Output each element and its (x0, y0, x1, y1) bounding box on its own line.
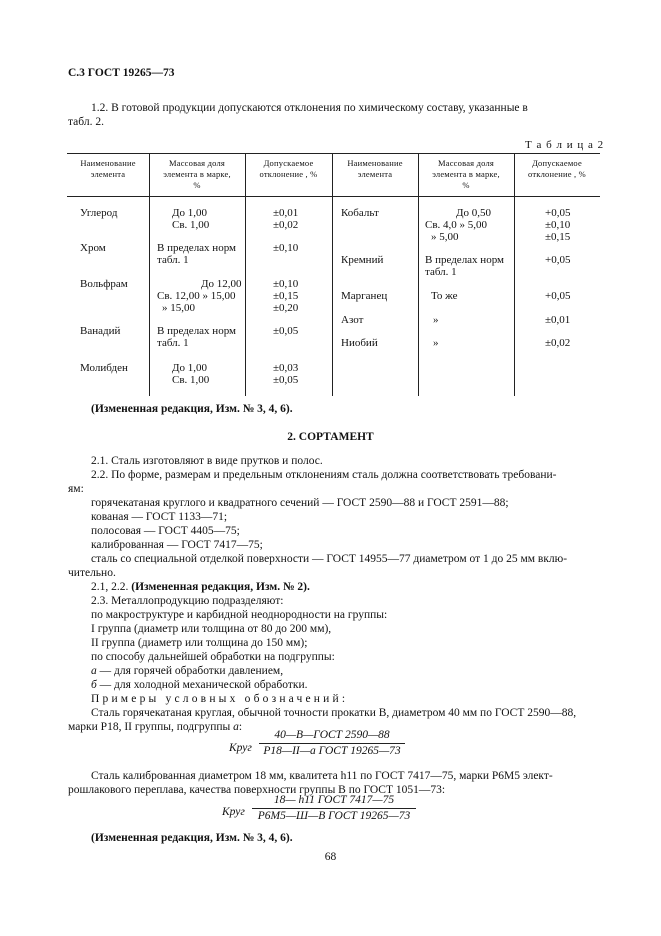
table-cell-mass: В пределах норм (157, 242, 236, 254)
table-header-deviation: Допускаемое отклонение , % (528, 158, 586, 179)
table-cell-mass: » 5,00 (431, 231, 459, 243)
formula-denominator: Р18—II—а ГОСТ 19265—73 (263, 745, 401, 757)
body-line: по способу дальнейшей обработки на подгруппы: (91, 651, 335, 663)
revision-note: (Измененная редакция, Изм. № 3, 4, 6). (91, 832, 293, 844)
body-line: II группа (диаметр или толщина до 150 мм); (91, 637, 308, 649)
table-col-divider (245, 153, 246, 396)
table-cell-mass: » (433, 337, 439, 349)
formula-label: Круг (222, 806, 245, 818)
table-header-deviation: Допускаемое отклонение , % (259, 158, 318, 179)
body-line: рошлакового переплава, качества поверхности группы В по ГОСТ 1051—73: (68, 784, 446, 796)
table-cell-mass: До 0,50 (456, 207, 492, 219)
table-cell-name: Углерод (80, 207, 118, 219)
formula-denominator: Р6М5—Ш—В ГОСТ 19265—73 (257, 810, 411, 822)
table-cell-deviation: ±0,02 (545, 337, 571, 349)
body-line: Сталь горячекатаная круглая, обычной точности прокатки В, диаметром 40 мм по ГОСТ 2590—88, (91, 707, 577, 719)
table-cell-deviation: ±0,05 (273, 374, 299, 386)
formula-numerator: 18— h11 ГОСТ 7417—75 (273, 794, 395, 806)
table-cell-deviation: ±0,01 (273, 207, 299, 219)
body-line: ям: (68, 483, 84, 495)
intro-line-2: табл. 2. (68, 116, 104, 128)
body-line: I группа (диаметр или толщина от 80 до 200 мм), (91, 623, 332, 635)
body-line: горячекатаная круглого и квадратного сечений — ГОСТ 2590—88 и ГОСТ 2591—88; (91, 497, 509, 509)
body-line: кованая — ГОСТ 1133—71; (91, 511, 228, 523)
table-cell-mass: табл. 1 (425, 266, 457, 278)
formula-label: Круг (229, 742, 252, 754)
table-cell-mass: До 1,00 (172, 362, 208, 374)
table-cell-name: Кобальт (341, 207, 379, 219)
revision-note: (Измененная редакция, Изм. № 3, 4, 6). (91, 403, 293, 415)
table-header-border (67, 196, 600, 197)
body-line: 2.1, 2.2. (Измененная редакция, Изм. № 2). (91, 581, 310, 593)
table-cell-name: Кремний (341, 254, 384, 266)
body-line: чительно. (68, 567, 116, 579)
formula-fraction-bar (259, 743, 405, 744)
body-line: б — для холодной механической обработки. (91, 679, 308, 691)
table-cell-mass: табл. 1 (157, 337, 189, 349)
table-cell-mass: табл. 1 (157, 254, 189, 266)
body-line: калиброванная — ГОСТ 7417—75; (91, 539, 263, 551)
table-cell-deviation: ±0,05 (273, 325, 299, 337)
table-cell-deviation: +0,05 (545, 290, 571, 302)
table-cell-mass: До 1,00 (172, 207, 208, 219)
table-cell-mass: До 12,00 (201, 278, 242, 290)
table-cell-mass: В пределах норм (425, 254, 504, 266)
intro-line-1: 1.2. В готовой продукции допускаются отклонения по химическому составу, указанные в (91, 102, 528, 114)
table-cell-mass: Св. 1,00 (172, 374, 210, 386)
body-line: по макроструктуре и карбидной неоднородности на группы: (91, 609, 388, 621)
table-cell-deviation: ±0,02 (273, 219, 299, 231)
table-cell-deviation: ±0,10 (273, 242, 299, 254)
table-cell-name: Вольфрам (80, 278, 128, 290)
table-cell-mass: Св. 4,0 » 5,00 (425, 219, 488, 231)
table-cell-deviation: ±0,10 (273, 278, 299, 290)
table-cell-name: Ванадий (80, 325, 121, 337)
table-header-mass: Массовая доля элемента в марке, % (163, 158, 231, 190)
formula-fraction-bar (252, 808, 416, 809)
body-line: сталь со специальной отделкой поверхности — ГОСТ 14955—77 диаметром от 1 до 25 мм вклю- (91, 553, 568, 565)
table-cell-name: Хром (80, 242, 106, 254)
table-cell-name: Марганец (341, 290, 388, 302)
page-number: 68 (324, 851, 337, 863)
body-line: 2.2. По форме, размерам и предельным отклонениям сталь должна соответствовать требовани- (91, 469, 557, 481)
table-top-border (67, 153, 600, 154)
table-cell-name: Молибден (80, 362, 128, 374)
table-cell-deviation: +0,05 (545, 207, 571, 219)
table-cell-mass: » 15,00 (162, 302, 195, 314)
table-cell-mass: Св. 12,00 » 15,00 (157, 290, 236, 302)
examples-heading: Примеры условных обозначений: (91, 693, 349, 705)
table-cell-deviation: ±0,15 (545, 231, 571, 243)
table-header-name: Наименование элемента (80, 158, 136, 179)
body-line: полосовая — ГОСТ 4405—75; (91, 525, 240, 537)
table-col-divider (332, 153, 333, 396)
table-cell-mass: То же (431, 290, 458, 302)
table-cell-deviation: ±0,03 (273, 362, 299, 374)
table-cell-mass: Св. 1,00 (172, 219, 210, 231)
section-title: 2. СОРТАМЕНТ (287, 431, 374, 443)
table-cell-name: Азот (341, 314, 364, 326)
body-line: а — для горячей обработки давлением, (91, 665, 284, 677)
table-cell-mass: В пределах норм (157, 325, 236, 337)
table-cell-deviation: ±0,15 (273, 290, 299, 302)
body-line: марки Р18, II группы, подгруппы а: (68, 721, 243, 733)
table-cell-name: Ниобий (341, 337, 378, 349)
table-header-name: Наименование элемента (347, 158, 403, 179)
table-caption: Т а б л и ц а 2 (525, 139, 605, 151)
table-col-divider (514, 153, 515, 396)
table-cell-deviation: ±0,20 (273, 302, 299, 314)
table-cell-deviation: ±0,10 (545, 219, 571, 231)
table-cell-deviation: ±0,01 (545, 314, 571, 326)
formula-numerator: 40—В—ГОСТ 2590—88 (274, 729, 390, 741)
body-line: 2.1. Сталь изготовляют в виде прутков и полос. (91, 455, 323, 467)
table-cell-mass: » (433, 314, 439, 326)
body-line: 2.3. Металлопродукцию подразделяют: (91, 595, 284, 607)
body-line: Сталь калиброванная диаметром 18 мм, квалитета h11 по ГОСТ 7417—75, марки Р6М5 элект- (91, 770, 553, 782)
page-header: С.3 ГОСТ 19265—73 (68, 67, 175, 79)
table-header-mass: Массовая доля элемента в марке, % (432, 158, 500, 190)
table-cell-deviation: +0,05 (545, 254, 571, 266)
